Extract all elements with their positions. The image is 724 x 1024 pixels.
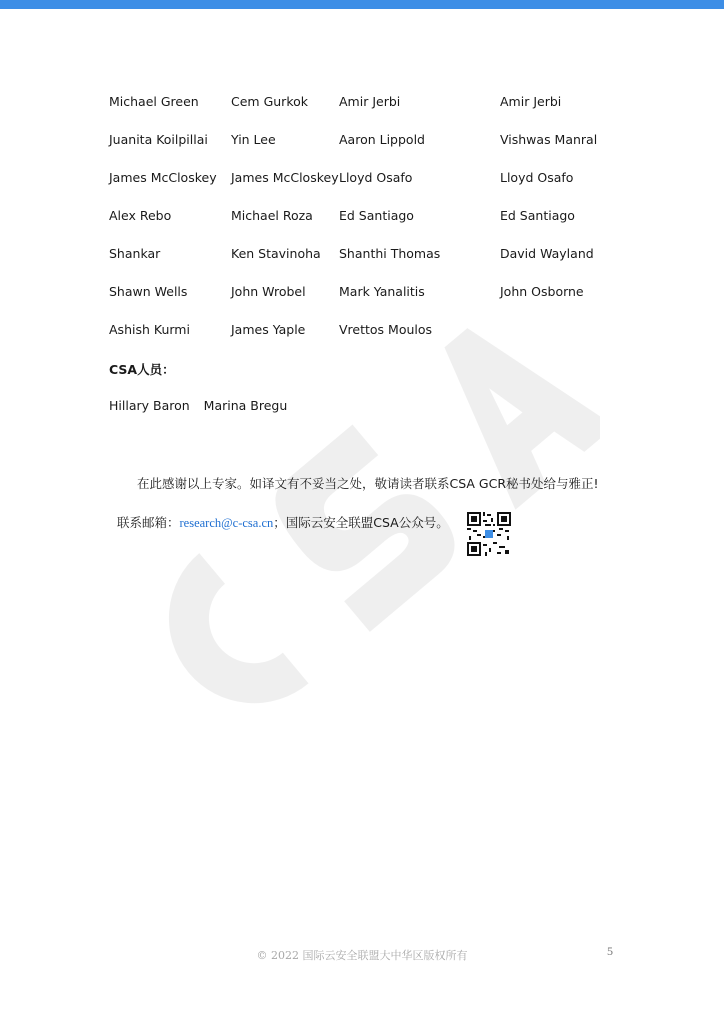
contributor-name: Ken Stavinoha (231, 246, 321, 261)
contributor-name: John Wrobel (231, 284, 306, 299)
contributor-name: David Wayland (500, 246, 594, 261)
contact-suffix: ；国际云安全联盟CSA公众号。 (273, 515, 449, 530)
contributor-name: Aaron Lippold (339, 132, 425, 147)
contributor-name: Michael Green (109, 94, 199, 109)
copyright-footer: © 2022 国际云安全联盟大中华区版权所有 (256, 949, 468, 962)
contributors-table (109, 94, 629, 360)
contributor-name: Amir Jerbi (339, 94, 401, 109)
csa-staff-heading: CSA人员： (109, 362, 175, 377)
contributors-row (109, 208, 629, 246)
thanks-paragraph: 在此感谢以上专家。如译文有不妥当之处，敬请读者联系CSA GCR秘书处给与雅正! (137, 476, 599, 491)
contributors-row (109, 170, 629, 208)
contributor-name: Ed Santiago (339, 208, 414, 223)
contributor-name: Alex Rebo (109, 208, 172, 223)
contributor-name: Cem Gurkok (231, 94, 308, 109)
page-number: 5 (607, 944, 613, 958)
contact-prefix: 联系邮箱： (117, 515, 180, 530)
contributors-row (109, 132, 629, 170)
contributor-name: Shanthi Thomas (339, 246, 441, 261)
contributor-name: Vishwas Manral (500, 132, 598, 147)
contributor-name: James Yaple (231, 322, 306, 337)
contributor-name: Shawn Wells (109, 284, 188, 299)
contributor-name: Lloyd Osafo (500, 170, 574, 185)
contributor-name: Shankar (109, 246, 161, 261)
contributor-name: Lloyd Osafo (339, 170, 413, 185)
contributor-name: Michael Roza (231, 208, 313, 223)
contributor-name: Mark Yanalitis (339, 284, 425, 299)
contributors-row (109, 322, 629, 360)
staff-name: Hillary Baron (109, 398, 190, 413)
contributor-name: Juanita Koilpillai (109, 132, 208, 147)
top-accent-bar (0, 0, 724, 9)
contributor-name: James McCloskey (231, 170, 339, 185)
contributors-row (109, 284, 629, 322)
contributor-name: Ed Santiago (500, 208, 575, 223)
wechat-qr-code-icon (467, 512, 511, 556)
contributor-name: Ashish Kurmi (109, 322, 190, 337)
contributor-name: Vrettos Moulos (339, 322, 433, 337)
contributor-name: James McCloskey (109, 170, 217, 185)
contact-email-link[interactable]: research@c-csa.cn (179, 516, 274, 530)
contributor-name: Amir Jerbi (500, 94, 562, 109)
csa-staff-list (109, 398, 297, 413)
contributor-name: John Osborne (500, 284, 584, 299)
contact-line (117, 513, 449, 531)
staff-name: Marina Bregu (203, 398, 288, 413)
contributors-row (109, 94, 629, 132)
contributors-row (109, 246, 629, 284)
contributor-name: Yin Lee (231, 132, 276, 147)
